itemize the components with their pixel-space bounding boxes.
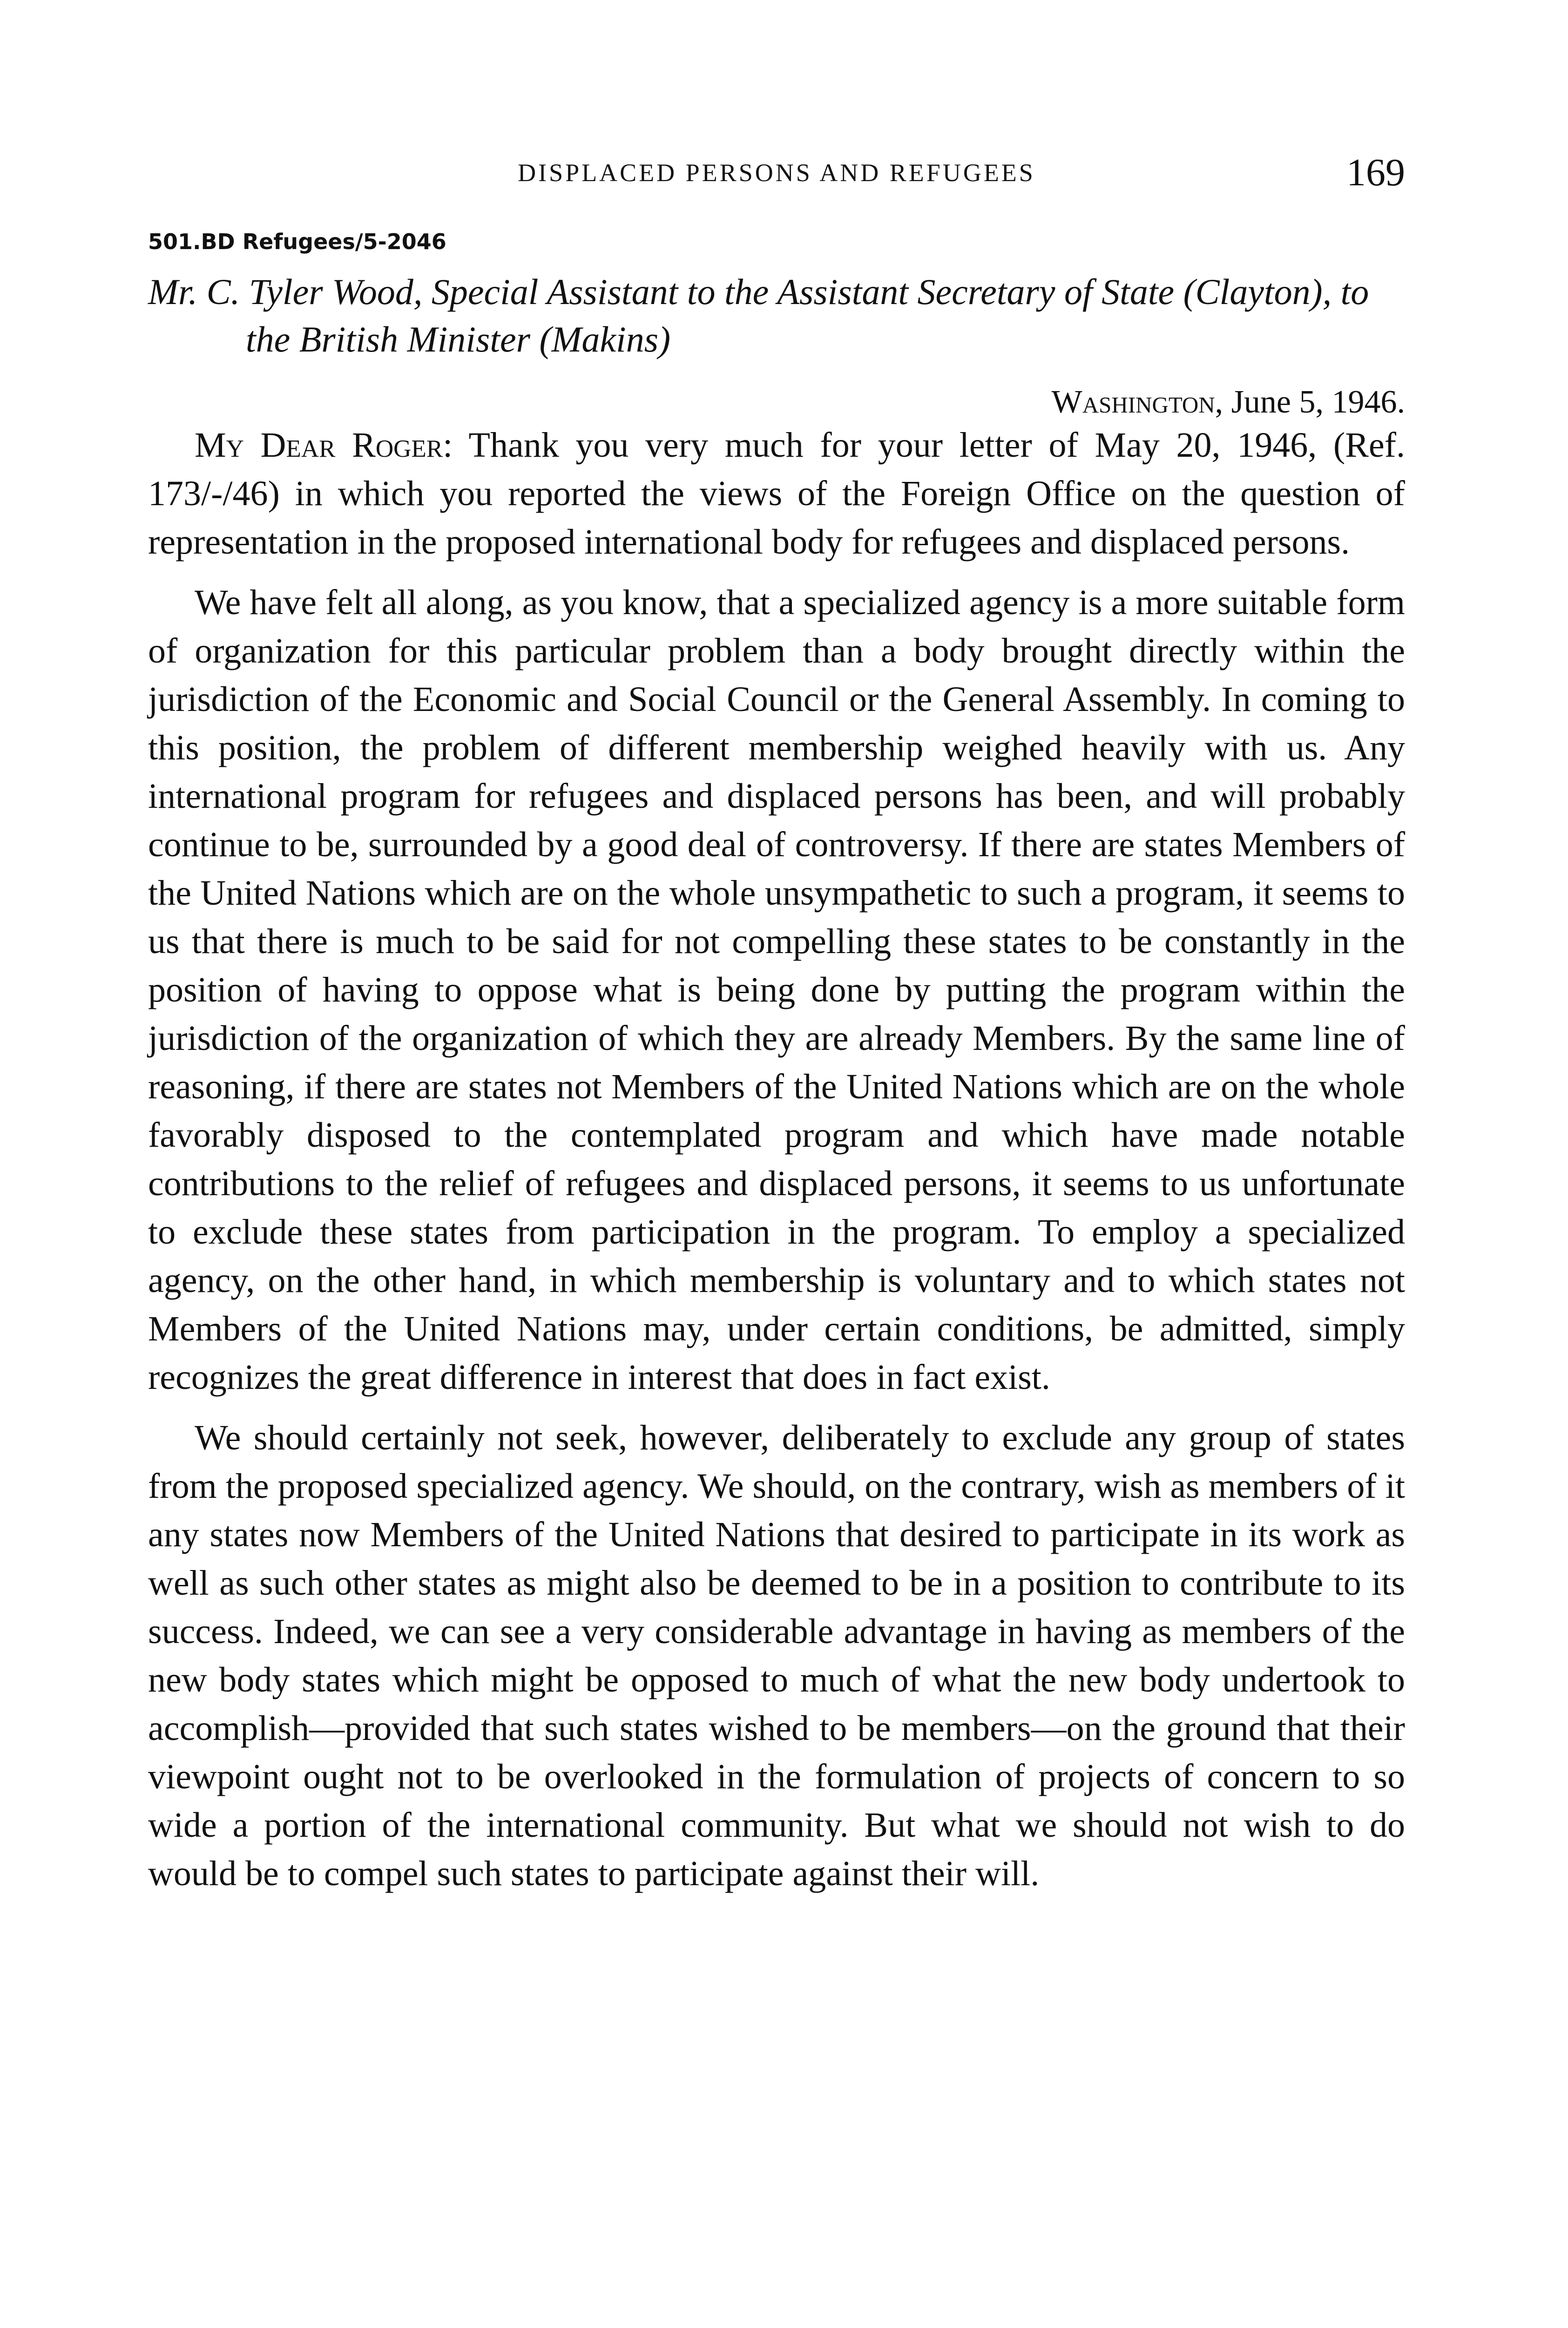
dateline bbox=[148, 384, 1405, 421]
document-page bbox=[148, 140, 1405, 1898]
letter-body bbox=[148, 421, 1405, 1898]
letter-paragraph-3: We should certainly not seek, however, deliberately to exclude any group of states from the proposed specialized agency. We should, on the contrary, wish as members of it any states now Members of the United Nations that desired to participate in its work as well as such other states as might also be deemed to be in a position to contribute to its success. Indeed, we can see a very considerable advantage in having as members of the new body states which might be opposed to much of what the new body undertook to accomplish—provided that such states wished to be members—on the ground that their viewpoint ought not to be overlooked in the formulation of projects of concern to so wide a portion of the international community. But what we should not wish to do would be to compel such states to participate against their will. bbox=[148, 1418, 1405, 1893]
running-title: DISPLACED PERSONS AND REFUGEES bbox=[518, 159, 1035, 187]
salutation: My Dear Roger: bbox=[195, 426, 453, 465]
document-heading: Mr. C. Tyler Wood, Special Assistant to the Assistant Secretary of State (Clayton), to the British Minister (Makins) bbox=[148, 271, 1369, 359]
page-number: 169 bbox=[1346, 151, 1405, 194]
letter-paragraph-2: We have felt all along, as you know, that a specialized agency is a more suitable form of organization for this particular problem than a body brought directly within the jurisdiction of the Economic and Social Council or the General Assembly. In coming to this position, the problem of different membership weighed heavily with us. Any international program for refugees and displaced persons has been, and will probably continue to be, surrounded by a good deal of controversy. If there are states Members of the United Nations which are on the whole unsympathetic to such a program, it seems to us that there is much to be said for not compelling these states to be constantly in the position of having to oppose what is being done by putting the program within the jurisdiction of the organization of which they are already Members. By the same line of reasoning, if there are states not Members of the United Nations which are on the whole favorably disposed to the contemplated program and which have made notable contributions to the relief of refugees and displaced persons, it seems to us unfortunate to exclude these states from participation in the program. To employ a specialized agency, on the other hand, in which membership is voluntary and to which states not Members of the United Nations may, under certain conditions, be admitted, simply recognizes the great difference in interest that does in fact exist. bbox=[148, 583, 1405, 1397]
letter-paragraph-1 bbox=[148, 421, 1405, 566]
paragraph-1-text: Thank you very much for your letter of May 20, 1946, (Ref. 173/-/46) in which you reported the views of the Foreign Office on the question of representation in the proposed international body for refugees and displaced persons. bbox=[148, 426, 1405, 562]
dateline-place: Washington, bbox=[1051, 384, 1223, 420]
file-reference: 501.BD Refugees/5-2046 bbox=[148, 229, 446, 254]
running-head bbox=[148, 140, 1405, 205]
dateline-date: June 5, 1946. bbox=[1231, 384, 1405, 420]
